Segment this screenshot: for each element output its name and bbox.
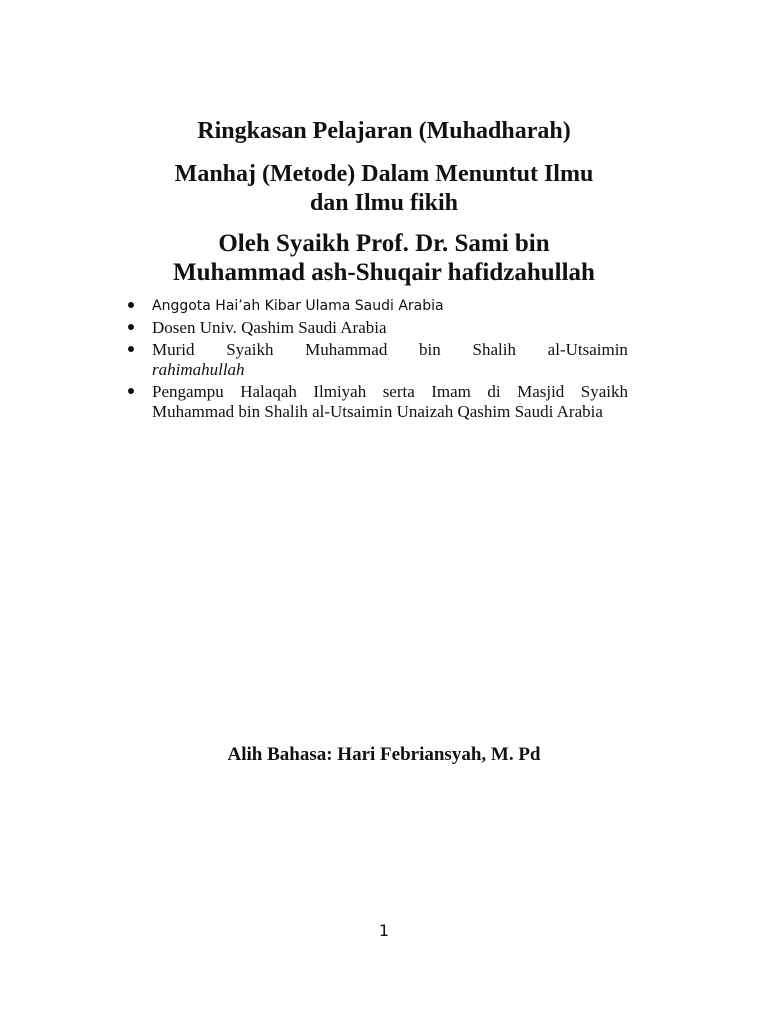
list-item	[128, 318, 628, 338]
list-item-text: Anggota Hai’ah Kibar Ulama Saudi Arabia	[152, 298, 444, 314]
list-item-word: Murid	[152, 340, 195, 359]
list-item-text: Pengampu Halaqah Ilmiyah serta Imam di Masjid Syaikh Muhammad bin Shalih al-Utsaimin Unaizah Qashim Saudi Arabia	[152, 382, 628, 421]
bullet-icon	[128, 324, 134, 330]
document-title: Ringkasan Pelajaran (Muhadharah)	[197, 118, 571, 144]
author-heading	[0, 229, 768, 287]
list-item	[128, 382, 628, 422]
list-item-text: Dosen Univ. Qashim Saudi Arabia	[152, 318, 387, 337]
author-line-1: Oleh Syaikh Prof. Dr. Sami bin	[218, 230, 550, 257]
bullet-icon	[128, 302, 134, 308]
author-credentials-list	[128, 296, 628, 424]
list-item	[128, 340, 628, 380]
bullet-icon	[128, 388, 134, 394]
translator-credit: Alih Bahasa: Hari Febriansyah, M. Pd	[227, 744, 541, 765]
subtitle-line-1: Manhaj (Metode) Dalam Menuntut Ilmu	[174, 161, 594, 187]
page-number: 1	[378, 921, 390, 940]
list-item-word: bin	[419, 340, 441, 359]
list-item-word: Muhammad	[305, 340, 388, 359]
subtitle-line-2: dan Ilmu fikih	[309, 190, 459, 216]
author-line-2: Muhammad ash-Shuqair hafidzahullah	[173, 259, 595, 286]
list-item-italic-text: rahimahullah	[152, 360, 245, 379]
list-item-text	[152, 340, 628, 360]
list-item-word: al-Utsaimin	[547, 340, 628, 359]
list-item-word: Shalih	[472, 340, 516, 359]
list-item-word: Syaikh	[226, 340, 274, 359]
list-item	[128, 296, 628, 316]
document-subtitle	[0, 160, 768, 218]
bullet-icon	[128, 346, 134, 352]
